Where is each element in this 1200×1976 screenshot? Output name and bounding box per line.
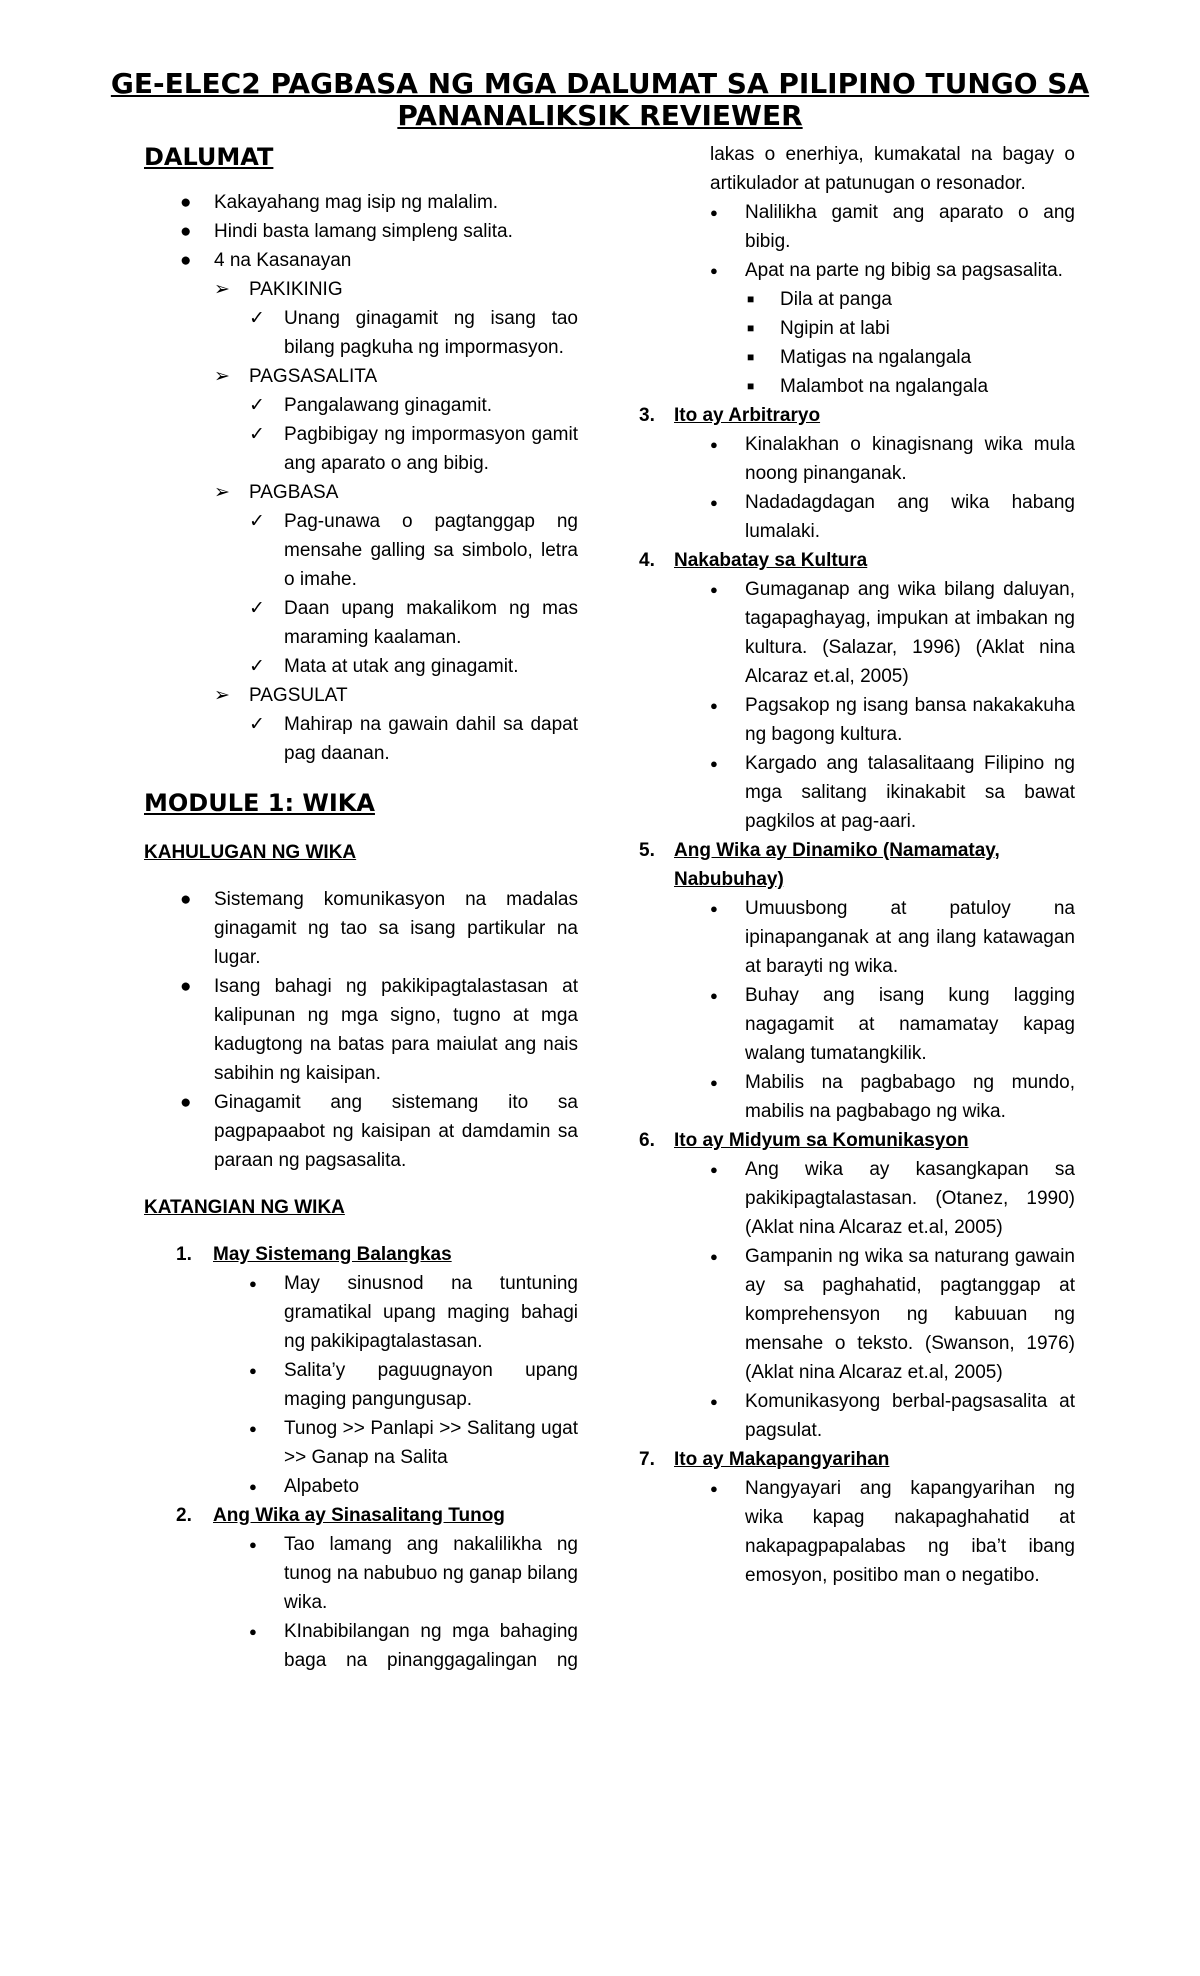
katangian-item: 2. Ang Wika ay Sinasalitang Tunog ● Tao lamang ang nakalilikha ng tunog na nabubuo ng ganap bilang wika. ● KInabibilangan ng mga bahaging baga na pinanggagalingan ng: [178, 1501, 578, 1675]
bullet-icon: ●: [710, 1249, 718, 1264]
check-item: ✓ Pangalawang ginagamit.: [249, 391, 578, 420]
bullet-icon: ●: [249, 1363, 257, 1378]
list-item: ● Buhay ang isang kung lagging nagagamit at namamatay kapag walang tumatangkilik.: [710, 981, 1075, 1068]
bullet-icon: ●: [710, 263, 718, 278]
bullet-icon: ●: [710, 698, 718, 713]
arrow-icon: ➢: [214, 366, 230, 387]
list-item: ● KInabibilangan ng mga bahaging baga na pinanggagalingan ng: [249, 1617, 578, 1675]
list-item: ● Nangyayari ang kapangyarihan ng wika kapag nakapaghahatid at nakapagpapalabas ng iba’t ibang emosyon, positibo man o negatibo.: [710, 1474, 1075, 1590]
list-item: lakas o enerhiya, kumakatal na bagay o artikulador at patunugan o resonador.: [710, 144, 1075, 194]
kasanayan-item: ➢ PAGBASA ✓ Pag-unawa o pagtanggap ng mensahe galling sa simbolo, letra o imahe. ✓ Daan upang makalikom ng mas maraming kaalaman. ✓ Mata at utak ang ginagamit.: [214, 478, 578, 681]
check-item: ✓ Pag-unawa o pagtanggap ng mensahe galling sa simbolo, letra o imahe.: [249, 507, 578, 594]
katangian-item: 3. Ito ay Arbitraryo ● Kinalakhan o kinagisnang wika mula noong pinanganak. ● Nadadagdagan ang wika habang lumalaki.: [640, 401, 1075, 546]
list-item: ● Tao lamang ang nakalilikha ng tunog na nabubuo ng ganap bilang wika.: [249, 1530, 578, 1617]
square-bullet-icon: ■: [747, 379, 755, 393]
check-item: ✓ Mahirap na gawain dahil sa dapat pag daanan.: [249, 710, 578, 768]
square-bullet-icon: ■: [747, 292, 755, 306]
list-item: ● Alpabeto: [249, 1472, 578, 1501]
bullet-icon: ●: [710, 1075, 718, 1090]
square-bullet-icon: ■: [747, 350, 755, 364]
bullet-icon: ●: [249, 1537, 257, 1552]
bullet-icon: ●: [710, 495, 718, 510]
checkmark-icon: ✓: [249, 308, 265, 329]
bullet-icon: ●: [710, 1481, 718, 1496]
list-item: ● Nadadagdagan ang wika habang lumalaki.: [710, 488, 1075, 546]
kahulugan-list: [144, 885, 578, 1175]
kasanayan-item: ➢ PAGSASALITA ✓ Pangalawang ginagamit. ✓ Pagbibigay ng impormasyon gamit ang aparato o ang bibig.: [214, 362, 578, 478]
continued-list: [570, 140, 1075, 198]
kasanayan-item: ➢ PAKIKINIG ✓ Unang ginagamit ng isang tao bilang pagkuha ng impormasyon.: [214, 275, 578, 362]
checkmark-icon: ✓: [249, 656, 265, 677]
bullet-icon: ●: [710, 756, 718, 771]
list-item: ● Isang bahagi ng pakikipagtalastasan at kalipunan ng mga signo, tugno at mga kadugtong na batas para maiulat ang nais sabihin ng kaisipan.: [144, 972, 578, 1088]
bullet-icon: ●: [710, 582, 718, 597]
bullet-icon: ●: [710, 901, 718, 916]
arrow-icon: ➢: [214, 482, 230, 503]
heading-kahulugan: KAHULUGAN NG WIKA: [144, 842, 357, 863]
checkmark-icon: ✓: [249, 511, 265, 532]
bullet-icon: ●: [180, 250, 192, 271]
bullet-icon: ●: [180, 889, 192, 910]
bullet-icon: ●: [710, 1394, 718, 1409]
bullet-icon: ●: [180, 192, 192, 213]
check-item: ✓ Mata at utak ang ginagamit.: [249, 652, 578, 681]
list-item: ● 4 na Kasanayan ➢ PAKIKINIG ✓ Unang ginagamit ng isang tao bilang pagkuha ng impormasyon. ➢ PAGSASALITA ✓ Pangalawang ginagamit. ✓ Pagbibigay ng impormasyon gamit ang aparato o ang bibig. ➢ PAGBASA ✓ Pag-unawa o pagtanggap ng mensahe galling sa simbolo, letra o imahe. ✓ Daan upang makalikom ng mas maraming kaalaman. ✓ Mata at utak ang ginagamit. ➢ PAGSULAT ✓ Mahirap na gawain dahil sa dapat pag daanan.: [144, 246, 578, 768]
list-item: ■ Dila at panga: [745, 285, 1075, 314]
list-item: ● Nalilikha gamit ang aparato o ang bibig.: [710, 198, 1075, 256]
katangian-item: 7. Ito ay Makapangyarihan ● Nangyayari ang kapangyarihan ng wika kapag nakapaghahatid at nakapagpapalabas ng iba’t ibang emosyon, positibo man o negatibo.: [640, 1445, 1075, 1590]
katangian-item: 6. Ito ay Midyum sa Komunikasyon ● Ang wika ay kasangkapan sa pakikipagtalastasan. (Otanez, 1990) (Aklat nina Alcaraz et.al, 2005) ● Gampanin ng wika sa naturang gawain ay sa paghahatid, pagtanggap at komprehensyon ng kabuuan ng mensahe o teksto. (Swanson, 1976) (Aklat nina Alcaraz et.al, 2005) ● Komunikasyong berbal-pagsasalita at pagsulat.: [640, 1126, 1075, 1445]
list-item: ● Ang wika ay kasangkapan sa pakikipagtalastasan. (Otanez, 1990) (Aklat nina Alcaraz et.al, 2005): [710, 1155, 1075, 1242]
list-item: ● Ginagamit ang sistemang ito sa pagpapaabot ng kaisipan at damdamin sa paraan ng pagsasalita.: [144, 1088, 578, 1175]
list-item: ● Kakayahang mag isip ng malalim.: [144, 188, 578, 217]
checkmark-icon: ✓: [249, 598, 265, 619]
heading-dalumat: DALUMAT: [144, 143, 274, 171]
list-item: ● Umuusbong at patuloy na ipinapanganak at ang ilang katawagan at barayti ng wika.: [710, 894, 1075, 981]
list-item: ● Komunikasyong berbal-pagsasalita at pagsulat.: [710, 1387, 1075, 1445]
bullet-icon: ●: [180, 976, 192, 997]
bibig-parts-list: [745, 285, 1075, 401]
right-column: [639, 140, 1075, 1590]
list-item: ■ Malambot na ngalangala: [745, 372, 1075, 401]
katangian-item: 5. Ang Wika ay Dinamiko (Namamatay, Nabubuhay) ● Umuusbong at patuloy na ipinapanganak at ang ilang katawagan at barayti ng wika. ● Buhay ang isang kung lagging nagagamit at namamatay kapag walang tumatangkilik. ● Mabilis na pagbabago ng mundo, mabilis na pagbabago ng wika.: [640, 836, 1075, 1126]
heading-module-1: MODULE 1: WIKA: [144, 789, 375, 817]
list-item: ● Kargado ang talasalitaang Filipino ng mga salitang ikinakabit sa bawat pagkilos at pag-aari.: [710, 749, 1075, 836]
bullet-icon: ●: [710, 988, 718, 1003]
bullet-icon: ●: [180, 1092, 192, 1113]
bullet-icon: ●: [710, 1162, 718, 1177]
katangian-list-continued: [640, 401, 1075, 1590]
list-item: ● Salita’y paguugnayon upang maging pangungusap.: [249, 1356, 578, 1414]
checkmark-icon: ✓: [249, 424, 265, 445]
dalumat-list: [144, 188, 578, 768]
list-item: ● Sistemang komunikasyon na madalas ginagamit ng tao sa isang partikular na lugar.: [144, 885, 578, 972]
list-item: ● Pagsakop ng isang bansa nakakakuha ng bagong kultura.: [710, 691, 1075, 749]
list-item: ● Apat na parte ng bibig sa pagsasalita. ■ Dila at panga ■ Ngipin at labi ■ Matigas na ngalangala ■ Malambot na ngalangala: [710, 256, 1075, 401]
continued-bullets: [710, 198, 1075, 401]
heading-katangian: KATANGIAN NG WIKA: [144, 1197, 345, 1218]
check-item: ✓ Pagbibigay ng impormasyon gamit ang aparato o ang bibig.: [249, 420, 578, 478]
list-item: ● Gumaganap ang wika bilang daluyan, tagapaghayag, impukan at imbakan ng kultura. (Salazar, 1996) (Aklat nina Alcaraz et.al, 2005): [710, 575, 1075, 691]
check-item: ✓ Unang ginagamit ng isang tao bilang pagkuha ng impormasyon.: [249, 304, 578, 362]
kasanayan-list: [214, 275, 578, 768]
list-item: ● Kinalakhan o kinagisnang wika mula noong pinanganak.: [710, 430, 1075, 488]
checkmark-icon: ✓: [249, 395, 265, 416]
list-item: ■ Ngipin at labi: [745, 314, 1075, 343]
bullet-icon: ●: [710, 437, 718, 452]
bullet-icon: ●: [249, 1276, 257, 1291]
katangian-item: 4. Nakabatay sa Kultura ● Gumaganap ang wika bilang daluyan, tagapaghayag, impukan at imbakan ng kultura. (Salazar, 1996) (Aklat nina Alcaraz et.al, 2005) ● Pagsakop ng isang bansa nakakakuha ng bagong kultura. ● Kargado ang talasalitaang Filipino ng mga salitang ikinakabit sa bawat pagkilos at pag-aari.: [640, 546, 1075, 836]
bullet-icon: ●: [249, 1421, 257, 1436]
bullet-icon: ●: [249, 1479, 257, 1494]
bullet-icon: ●: [710, 205, 718, 220]
katangian-list: [178, 1240, 578, 1675]
list-item: ● Gampanin ng wika sa naturang gawain ay sa paghahatid, pagtanggap at komprehensyon ng kabuuan ng mensahe o teksto. (Swanson, 1976) (Aklat nina Alcaraz et.al, 2005): [710, 1242, 1075, 1387]
list-item: ● Hindi basta lamang simpleng salita.: [144, 217, 578, 246]
document-title: GE-ELEC2 PAGBASA NG MGA DALUMAT SA PILIPINO TUNGO SA PANANALIKSIK REVIEWER: [110, 67, 1090, 132]
kasanayan-item: ➢ PAGSULAT ✓ Mahirap na gawain dahil sa dapat pag daanan.: [214, 681, 578, 768]
arrow-icon: ➢: [214, 279, 230, 300]
list-item: ■ Matigas na ngalangala: [745, 343, 1075, 372]
square-bullet-icon: ■: [747, 321, 755, 335]
checkmark-icon: ✓: [249, 714, 265, 735]
left-column: [144, 140, 578, 1675]
list-item: ● Mabilis na pagbabago ng mundo, mabilis na pagbabago ng wika.: [710, 1068, 1075, 1126]
list-item: ● May sinusnod na tuntuning gramatikal upang maging bahagi ng pakikipagtalastasan.: [249, 1269, 578, 1356]
check-item: ✓ Daan upang makalikom ng mas maraming kaalaman.: [249, 594, 578, 652]
katangian-item: 1. May Sistemang Balangkas ● May sinusnod na tuntuning gramatikal upang maging bahagi ng pakikipagtalastasan. ● Salita’y paguugnayon upang maging pangungusap. ● Tunog >> Panlapi >> Salitang ugat >> Ganap na Salita ● Alpabeto: [178, 1240, 578, 1501]
bullet-icon: ●: [180, 221, 192, 242]
arrow-icon: ➢: [214, 685, 230, 706]
list-item: ● Tunog >> Panlapi >> Salitang ugat >> Ganap na Salita: [249, 1414, 578, 1472]
bullet-icon: ●: [249, 1624, 257, 1639]
